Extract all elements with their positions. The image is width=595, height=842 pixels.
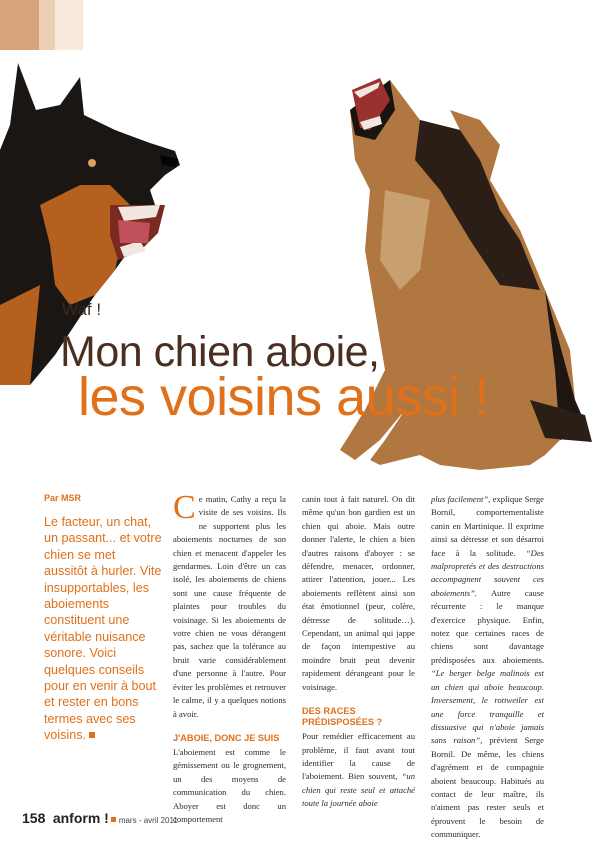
col2-para1: canin tout à fait naturel. On dit même qu'un bon gardien est un chien qui aboie. Mais outre donner l'alerte, le chien a bien d'autres raisons d'aboyer : se défendre, menacer, ordonner, attirer l'attention, jouer... Les aboiements reflètent ainsi son état émotionnel (peur, colère, détresse de solitude…). Cependant, un animal qui jappe de façon intempestive au moindre bruit peut devenir rapidement dérangeant pour le voisinage. [302, 494, 415, 692]
col3-quote3: “Le berger belge malinois est un chien qui aboie beaucoup. Inversement, le rottweiler est une force tranquille et dissuasive qui n'aboie jamais sans raison”, [431, 668, 544, 746]
article-column-3 [431, 493, 544, 842]
page-number: 158 [22, 810, 46, 826]
col3-text2: Autre cause récurrente : le manque d'exercice physique. Enfin, notez que certaines races de chiens sont davantage prédisposées aux aboiements. [431, 587, 544, 665]
lead-text: Le facteur, un chat, un passant... et votre chien se met aussitôt à hurler. Vite insupportables, les aboiements constituent une véritable nuisance sonore. Voici quelques conseils pour en venir à bout et rester en bons termes avec ses voisins. [44, 515, 162, 743]
article-column-2 [302, 493, 415, 811]
page-footer [22, 810, 178, 828]
subhead-jaboie: J'ABOIE, DONC JE SUIS [173, 732, 280, 743]
end-mark-icon [89, 732, 95, 738]
col1-para2: L'aboiement est comme le gémissement ou le grognement, un des moyens de communication du chien. Aboyer est donc un comportement [173, 746, 286, 824]
col2-quote: “un chien qui reste seul et attaché toute la journée aboie [302, 771, 415, 809]
corner-color-block [55, 0, 83, 50]
kicker: Waf ! [62, 300, 102, 319]
col3-text1: explique Serge Bornil, comportementaliste canin en Martinique. Il exprime ainsi sa détresse et son désarroi face à la solitude. [431, 494, 544, 558]
col3-quote1: plus facilement”, [431, 494, 491, 504]
lead-paragraph [44, 514, 162, 744]
title-line-1: Mon chien aboie, [60, 328, 380, 376]
byline: Par MSR [44, 493, 82, 503]
col3-quote2: “Des malpropretés et des destructions accompagnent souvent ces aboiements”. [431, 547, 544, 598]
magazine-name: anform ! [52, 810, 109, 826]
issue-date: mars - avril 2011 [118, 816, 178, 825]
subhead-races: DES RACES PRÉDISPOSÉES ? [302, 706, 383, 728]
title-line-2: les voisins aussi ! [78, 367, 489, 427]
corner-color-block [39, 0, 55, 50]
corner-color-block [0, 0, 39, 50]
col2-para2: Pour remédier efficacement au problème, il faut avant tout identifier la cause de l'aboiement. Bien souvent, [302, 731, 415, 782]
article-column-1 [173, 489, 286, 826]
col1-para1: e matin, Cathy a reçu la visite de ses voisins. Ils ne supportent plus les aboiements nocturnes de son chien et menacent d'appeler les gendarmes. Loin d'être un cas isolé, les aboiements de chiens sont une cause fréquente de plaintes pour troubles du voisinage. Si les aboiements de votre chien ne vous dérangent pas, sachez que la tolérance au bruit varie considérablement d'une personne à l'autre. Pour éviter les problèmes et retrouver le calme, il y a quelques notions à avoir. [173, 494, 286, 719]
col3-text3: prévient Serge Bornil. De même, les chiens d'agrément et de compagnie aboient beaucoup. Habitués au contact de leur maître, ils n'aiment pas rester seuls et éprouvent le besoin de communiquer. [431, 735, 544, 840]
drop-cap: C [173, 489, 196, 526]
square-bullet-icon [111, 817, 116, 822]
